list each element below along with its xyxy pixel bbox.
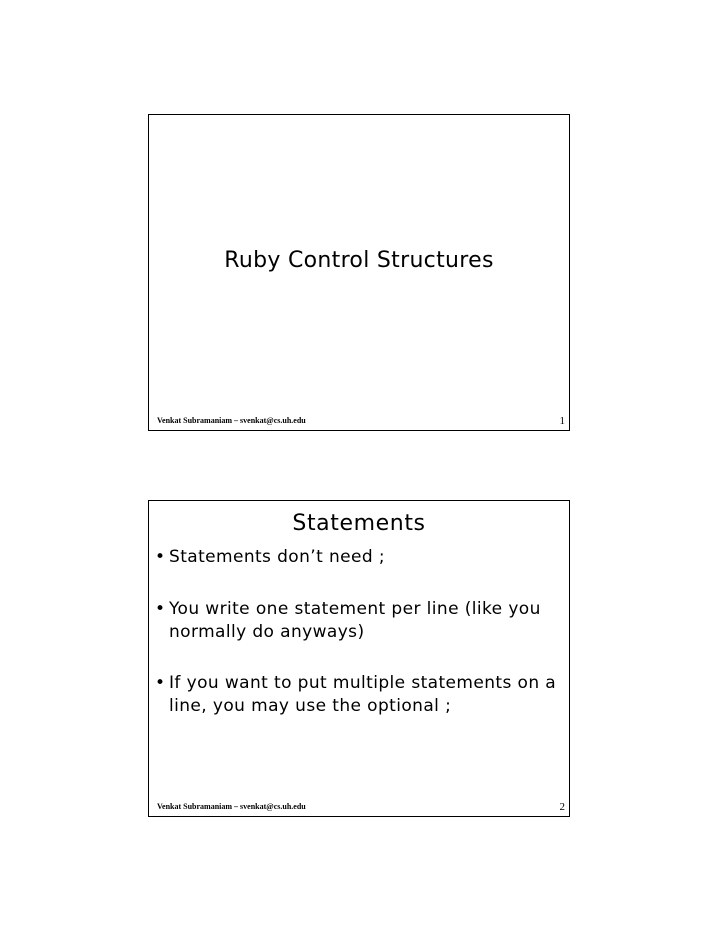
bullet-text: If you want to put multiple statements on a line, you may use the optional ;	[169, 673, 557, 716]
bullet-list	[155, 546, 565, 747]
slide-1	[148, 114, 570, 431]
bullet-dot-icon: •	[155, 547, 166, 567]
slide-title: Statements	[292, 511, 426, 536]
bullet-text: Statements don’t need ;	[169, 547, 385, 567]
bullet-dot-icon: •	[155, 673, 166, 693]
slide-title: Ruby Control Structures	[224, 248, 494, 273]
bullet-item	[155, 598, 565, 644]
bullet-dot-icon: •	[155, 599, 166, 619]
slide-footer: Venkat Subramaniam – svenkat@cs.uh.edu	[157, 416, 306, 425]
bullet-item	[155, 546, 565, 569]
slide-number: 1	[559, 415, 565, 427]
bullet-text: You write one statement per line (like you normally do anyways)	[169, 599, 541, 642]
slide-number: 2	[559, 801, 565, 813]
bullet-item	[155, 672, 565, 718]
slide-2	[148, 500, 570, 817]
slide-footer: Venkat Subramaniam – svenkat@cs.uh.edu	[157, 802, 306, 811]
